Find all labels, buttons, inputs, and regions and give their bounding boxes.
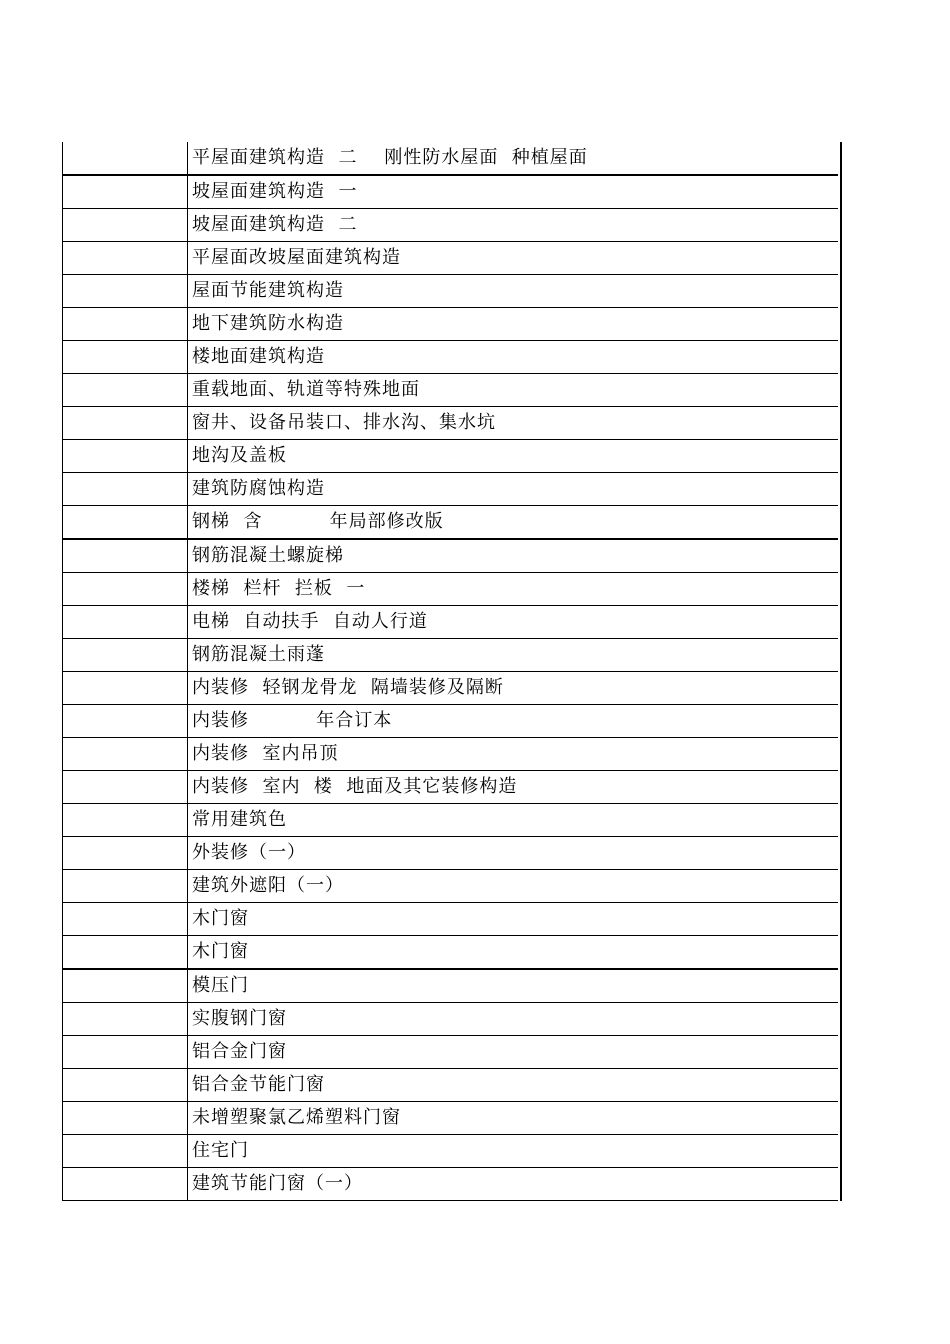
- drawing-title-cell: 平屋面建筑构造 二 刚性防水屋面 种植屋面: [188, 142, 839, 175]
- drawing-code-cell: [63, 209, 188, 242]
- drawing-title-cell: 重载地面、轨道等特殊地面: [188, 374, 839, 407]
- table-row: [63, 275, 839, 308]
- drawing-title-cell: 建筑防腐蚀构造: [188, 473, 839, 506]
- drawing-code-cell: [63, 440, 188, 473]
- drawing-code-cell: [63, 1036, 188, 1069]
- table-row: [63, 969, 839, 1003]
- drawing-title-cell: 楼地面建筑构造: [188, 341, 839, 374]
- table-row: [63, 771, 839, 804]
- table-row: [63, 242, 839, 275]
- drawing-code-cell: [63, 936, 188, 970]
- drawing-code-cell: [63, 903, 188, 936]
- table-row: [63, 308, 839, 341]
- drawing-code-cell: [63, 242, 188, 275]
- table-row: [63, 738, 839, 771]
- drawing-title-cell: 内装修 室内吊顶: [188, 738, 839, 771]
- drawing-code-cell: [63, 1168, 188, 1201]
- drawing-code-cell: [63, 275, 188, 308]
- table-row: [63, 639, 839, 672]
- table-row: [63, 1069, 839, 1102]
- drawing-code-cell: [63, 473, 188, 506]
- table-row: [63, 440, 839, 473]
- drawing-title-cell: 木门窗: [188, 903, 839, 936]
- table-row: [63, 705, 839, 738]
- drawing-title-cell: 楼梯 栏杆 拦板 一: [188, 573, 839, 606]
- standard-drawings-table: [62, 142, 838, 1201]
- table-row: [63, 1036, 839, 1069]
- drawing-title-cell: 地下建筑防水构造: [188, 308, 839, 341]
- table-body: [63, 142, 839, 1201]
- table-row: [63, 473, 839, 506]
- drawing-title-cell: 钢筋混凝土螺旋梯: [188, 539, 839, 573]
- drawing-title-cell: 电梯 自动扶手 自动人行道: [188, 606, 839, 639]
- table-row: [63, 1003, 839, 1036]
- table-row: [63, 1102, 839, 1135]
- drawing-title-cell: 内装修 年合订本: [188, 705, 839, 738]
- drawing-code-cell: [63, 639, 188, 672]
- drawing-title-cell: 建筑节能门窗（一）: [188, 1168, 839, 1201]
- drawing-title-cell: 屋面节能建筑构造: [188, 275, 839, 308]
- table-row: [63, 341, 839, 374]
- table-row: [63, 837, 839, 870]
- table-row: [63, 1168, 839, 1201]
- drawing-title-cell: 钢梯 含 年局部修改版: [188, 506, 839, 540]
- drawing-code-cell: [63, 705, 188, 738]
- drawing-code-cell: [63, 539, 188, 573]
- drawing-code-cell: [63, 870, 188, 903]
- drawing-code-cell: [63, 142, 188, 175]
- drawing-code-cell: [63, 573, 188, 606]
- drawing-title-cell: 常用建筑色: [188, 804, 839, 837]
- drawing-title-cell: 铝合金节能门窗: [188, 1069, 839, 1102]
- drawing-title-cell: 实腹钢门窗: [188, 1003, 839, 1036]
- drawing-code-cell: [63, 341, 188, 374]
- drawing-code-cell: [63, 738, 188, 771]
- table-row: [63, 870, 839, 903]
- drawing-code-cell: [63, 374, 188, 407]
- table-row: [63, 407, 839, 440]
- drawing-code-cell: [63, 606, 188, 639]
- drawing-title-cell: 窗井、设备吊装口、排水沟、集水坑: [188, 407, 839, 440]
- drawing-code-cell: [63, 1003, 188, 1036]
- table-row: [63, 573, 839, 606]
- catalog-sheet: [62, 142, 842, 1201]
- drawing-code-cell: [63, 969, 188, 1003]
- drawing-title-cell: 平屋面改坡屋面建筑构造: [188, 242, 839, 275]
- drawing-title-cell: 住宅门: [188, 1135, 839, 1168]
- drawing-code-cell: [63, 1135, 188, 1168]
- table-row: [63, 804, 839, 837]
- table-row: [63, 175, 839, 209]
- drawing-title-cell: 坡屋面建筑构造 一: [188, 175, 839, 209]
- table-row: [63, 374, 839, 407]
- drawing-code-cell: [63, 1102, 188, 1135]
- table-row: [63, 606, 839, 639]
- drawing-title-cell: 铝合金门窗: [188, 1036, 839, 1069]
- table-row: [63, 672, 839, 705]
- drawing-code-cell: [63, 1069, 188, 1102]
- drawing-code-cell: [63, 771, 188, 804]
- drawing-title-cell: 内装修 室内 楼 地面及其它装修构造: [188, 771, 839, 804]
- drawing-code-cell: [63, 837, 188, 870]
- drawing-title-cell: 建筑外遮阳（一）: [188, 870, 839, 903]
- drawing-title-cell: 未增塑聚氯乙烯塑料门窗: [188, 1102, 839, 1135]
- table-row: [63, 1135, 839, 1168]
- drawing-code-cell: [63, 175, 188, 209]
- drawing-title-cell: 钢筋混凝土雨蓬: [188, 639, 839, 672]
- table-row: [63, 142, 839, 175]
- drawing-code-cell: [63, 308, 188, 341]
- drawing-code-cell: [63, 804, 188, 837]
- table-row: [63, 506, 839, 540]
- table-row: [63, 209, 839, 242]
- drawing-code-cell: [63, 506, 188, 540]
- drawing-title-cell: 外装修（一）: [188, 837, 839, 870]
- drawing-title-cell: 坡屋面建筑构造 二: [188, 209, 839, 242]
- drawing-title-cell: 模压门: [188, 969, 839, 1003]
- drawing-code-cell: [63, 672, 188, 705]
- drawing-title-cell: 地沟及盖板: [188, 440, 839, 473]
- drawing-code-cell: [63, 407, 188, 440]
- table-row: [63, 936, 839, 970]
- table-row: [63, 539, 839, 573]
- drawing-title-cell: 木门窗: [188, 936, 839, 970]
- table-row: [63, 903, 839, 936]
- drawing-title-cell: 内装修 轻钢龙骨龙 隔墙装修及隔断: [188, 672, 839, 705]
